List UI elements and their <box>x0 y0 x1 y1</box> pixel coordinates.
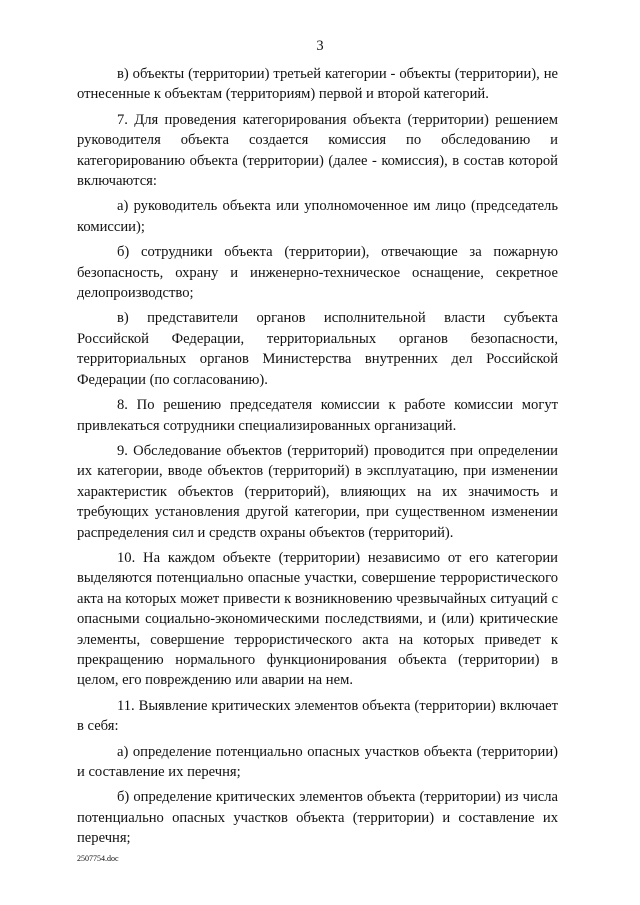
paragraph-11: 11. Выявление критических элементов объекта (территории) включает в себя: <box>77 697 558 735</box>
page-number: 3 <box>316 38 324 54</box>
paragraph-8: 8. По решению председателя комиссии к работе комиссии могут привлекаться сотрудники специализированных организаций. <box>77 397 558 434</box>
document-body <box>77 64 558 854</box>
document-file-reference: 2507754.doc <box>77 854 119 863</box>
paragraph-9: 9. Обследование объектов (территорий) проводится при определении их категории, вводе объектов (территорий) в эксплуатацию, при изменении характеристик объектов (территорий), влияющих на их значимость и требующих установления другой категории, при существенном изменении распределения сил и средств охраны объектов (территорий). <box>77 442 558 541</box>
paragraph-11a: а) определение потенциально опасных участков объекта (территории) и составление их перечня; <box>77 743 558 780</box>
paragraph-7: 7. Для проведения категорирования объекта (территории) решением руководителя объекта создается комиссия по обследованию и категорированию объекта (территории) (далее - комиссия), в состав которой включаются: <box>77 111 558 190</box>
paragraph-10: 10. На каждом объекте (территории) независимо от его категории выделяются потенциально опасные участки, совершение террористического акта на которых может привести к возникновению чрезвычайных ситуаций с опасными социально-экономическими последствиями, и (или) критические элементы, совершение террористического акта на которых приведет к прекращению нормального функционирования объекта (территории) в целом, его повреждению или аварии на нем. <box>77 549 558 689</box>
paragraph-3v: в) объекты (территории) третьей категории - объекты (территории), не отнесенные к объектам (территориям) первой и второй категорий. <box>77 66 558 103</box>
paragraph-7v: в) представители органов исполнительной власти субъекта Российской Федерации, территориальных органов безопасности, территориальных органов Министерства внутренних дел Российской Федерации (по согласованию). <box>77 310 558 388</box>
paragraph-11b: б) определение критических элементов объекта (территории) из числа потенциально опасных участков объекта (территории) и составление их перечня; <box>77 789 558 847</box>
paragraph-7a: а) руководитель объекта или уполномоченное им лицо (председатель комиссии); <box>77 198 558 235</box>
paragraph-7b: б) сотрудники объекта (территории), отвечающие за пожарную безопасность, охрану и инженерно-техническое оснащение, секретное делопроизводство; <box>77 244 558 302</box>
